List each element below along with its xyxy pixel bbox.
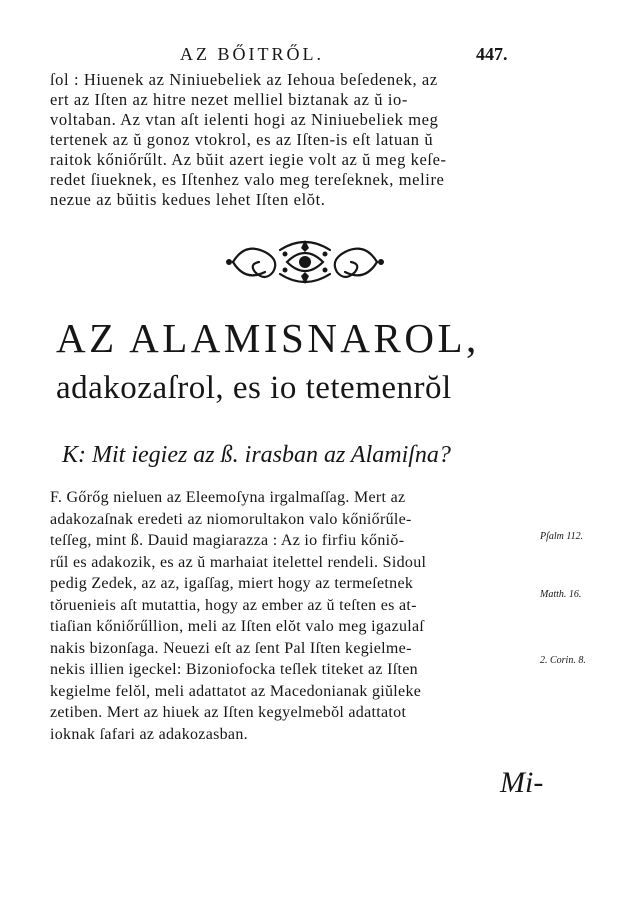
catechism-question: K: Mit iegiez az ß. irasban az Alamiſna? — [62, 442, 451, 468]
text-line: pedig Zedek, az az, igaſſag, miert hogy az termeſetnek — [50, 575, 414, 592]
text-line: teſſeg, mint ß. Dauid magiarazza : Az io firfiu kőniŏ- — [50, 532, 405, 549]
text-line: raitok kőniőrűlt. Az bŭit azert iegie volt az ŭ meg keſe- — [50, 150, 447, 169]
running-title: AZ BŐITRŐL. — [180, 44, 324, 64]
section-subtitle: adakozaſrol, es io tetemenrŏl — [56, 370, 452, 406]
text-line: nakis bizonſaga. Neuezi eſt az ſent Pal Iſten kegielme- — [50, 639, 412, 657]
margin-note-corinthians: 2. Corin. 8. — [540, 655, 586, 666]
answer-paragraph — [50, 487, 536, 745]
text-line: ert az Iſten az hitre nezet melliel biztanak az ŭ io- — [50, 90, 408, 109]
text-line: voltaban. Az vtan aſt ielenti hogi az Niniuebeliek meg — [50, 110, 439, 129]
text-line: ioknak ſafari az adakozasban. — [50, 725, 248, 743]
text-line: tertenek az ŭ gonoz vtokrol, es az Iſten-is eſt latuan ŭ — [50, 130, 434, 149]
text-line: kegielme felŏl, meli adattatot az Macedonianak giŭleke — [50, 682, 422, 700]
text-line: ſol : Hiuenek az Niniuebeliek az Iehoua beſedenek, az — [50, 70, 438, 89]
text-line: rűl es adakozik, es az ŭ marhaiat itelettel rendeli. Sidoul — [50, 553, 427, 571]
margin-note-psalm: Pſalm 112. — [540, 531, 584, 542]
page-header — [0, 44, 617, 70]
text-line: adakozaſnak eredeti az niomorultakon valo kőniőrűle- — [50, 510, 412, 528]
page-number: 447. — [476, 44, 508, 64]
text-line: F. Gőrőg nieluen az Eleemoſyna irgalmaſſag. Mert az — [50, 489, 406, 506]
text-line: redet ſiueknek, es Iſtenhez valo meg tereſeknek, melire — [50, 170, 445, 189]
intro-paragraph — [50, 70, 536, 210]
catchword: Mi- — [500, 766, 544, 799]
margin-note-matthew: Matth. 16. — [540, 589, 582, 600]
section-title: AZ ALAMISNAROL, — [56, 315, 480, 361]
text-line: tiaſian kőniőrűllion, meli az Iſten elŏt valo meg igazulaſ — [50, 618, 425, 635]
text-line: tŏruenieis aſt mutattia, hogy az ember az ŭ teſten es at- — [50, 596, 417, 614]
decorative-ornament-icon — [225, 232, 385, 292]
text-line: nezue az bŭitis kedues lehet Iſten elŏt. — [50, 190, 326, 209]
text-line: nekis illien igeckel: Bizoniofocka teſlek titeket az Iſten — [50, 661, 418, 678]
text-line: zetiben. Mert az hiuek az Iſten kegyelmebŏl adattatot — [50, 704, 407, 721]
